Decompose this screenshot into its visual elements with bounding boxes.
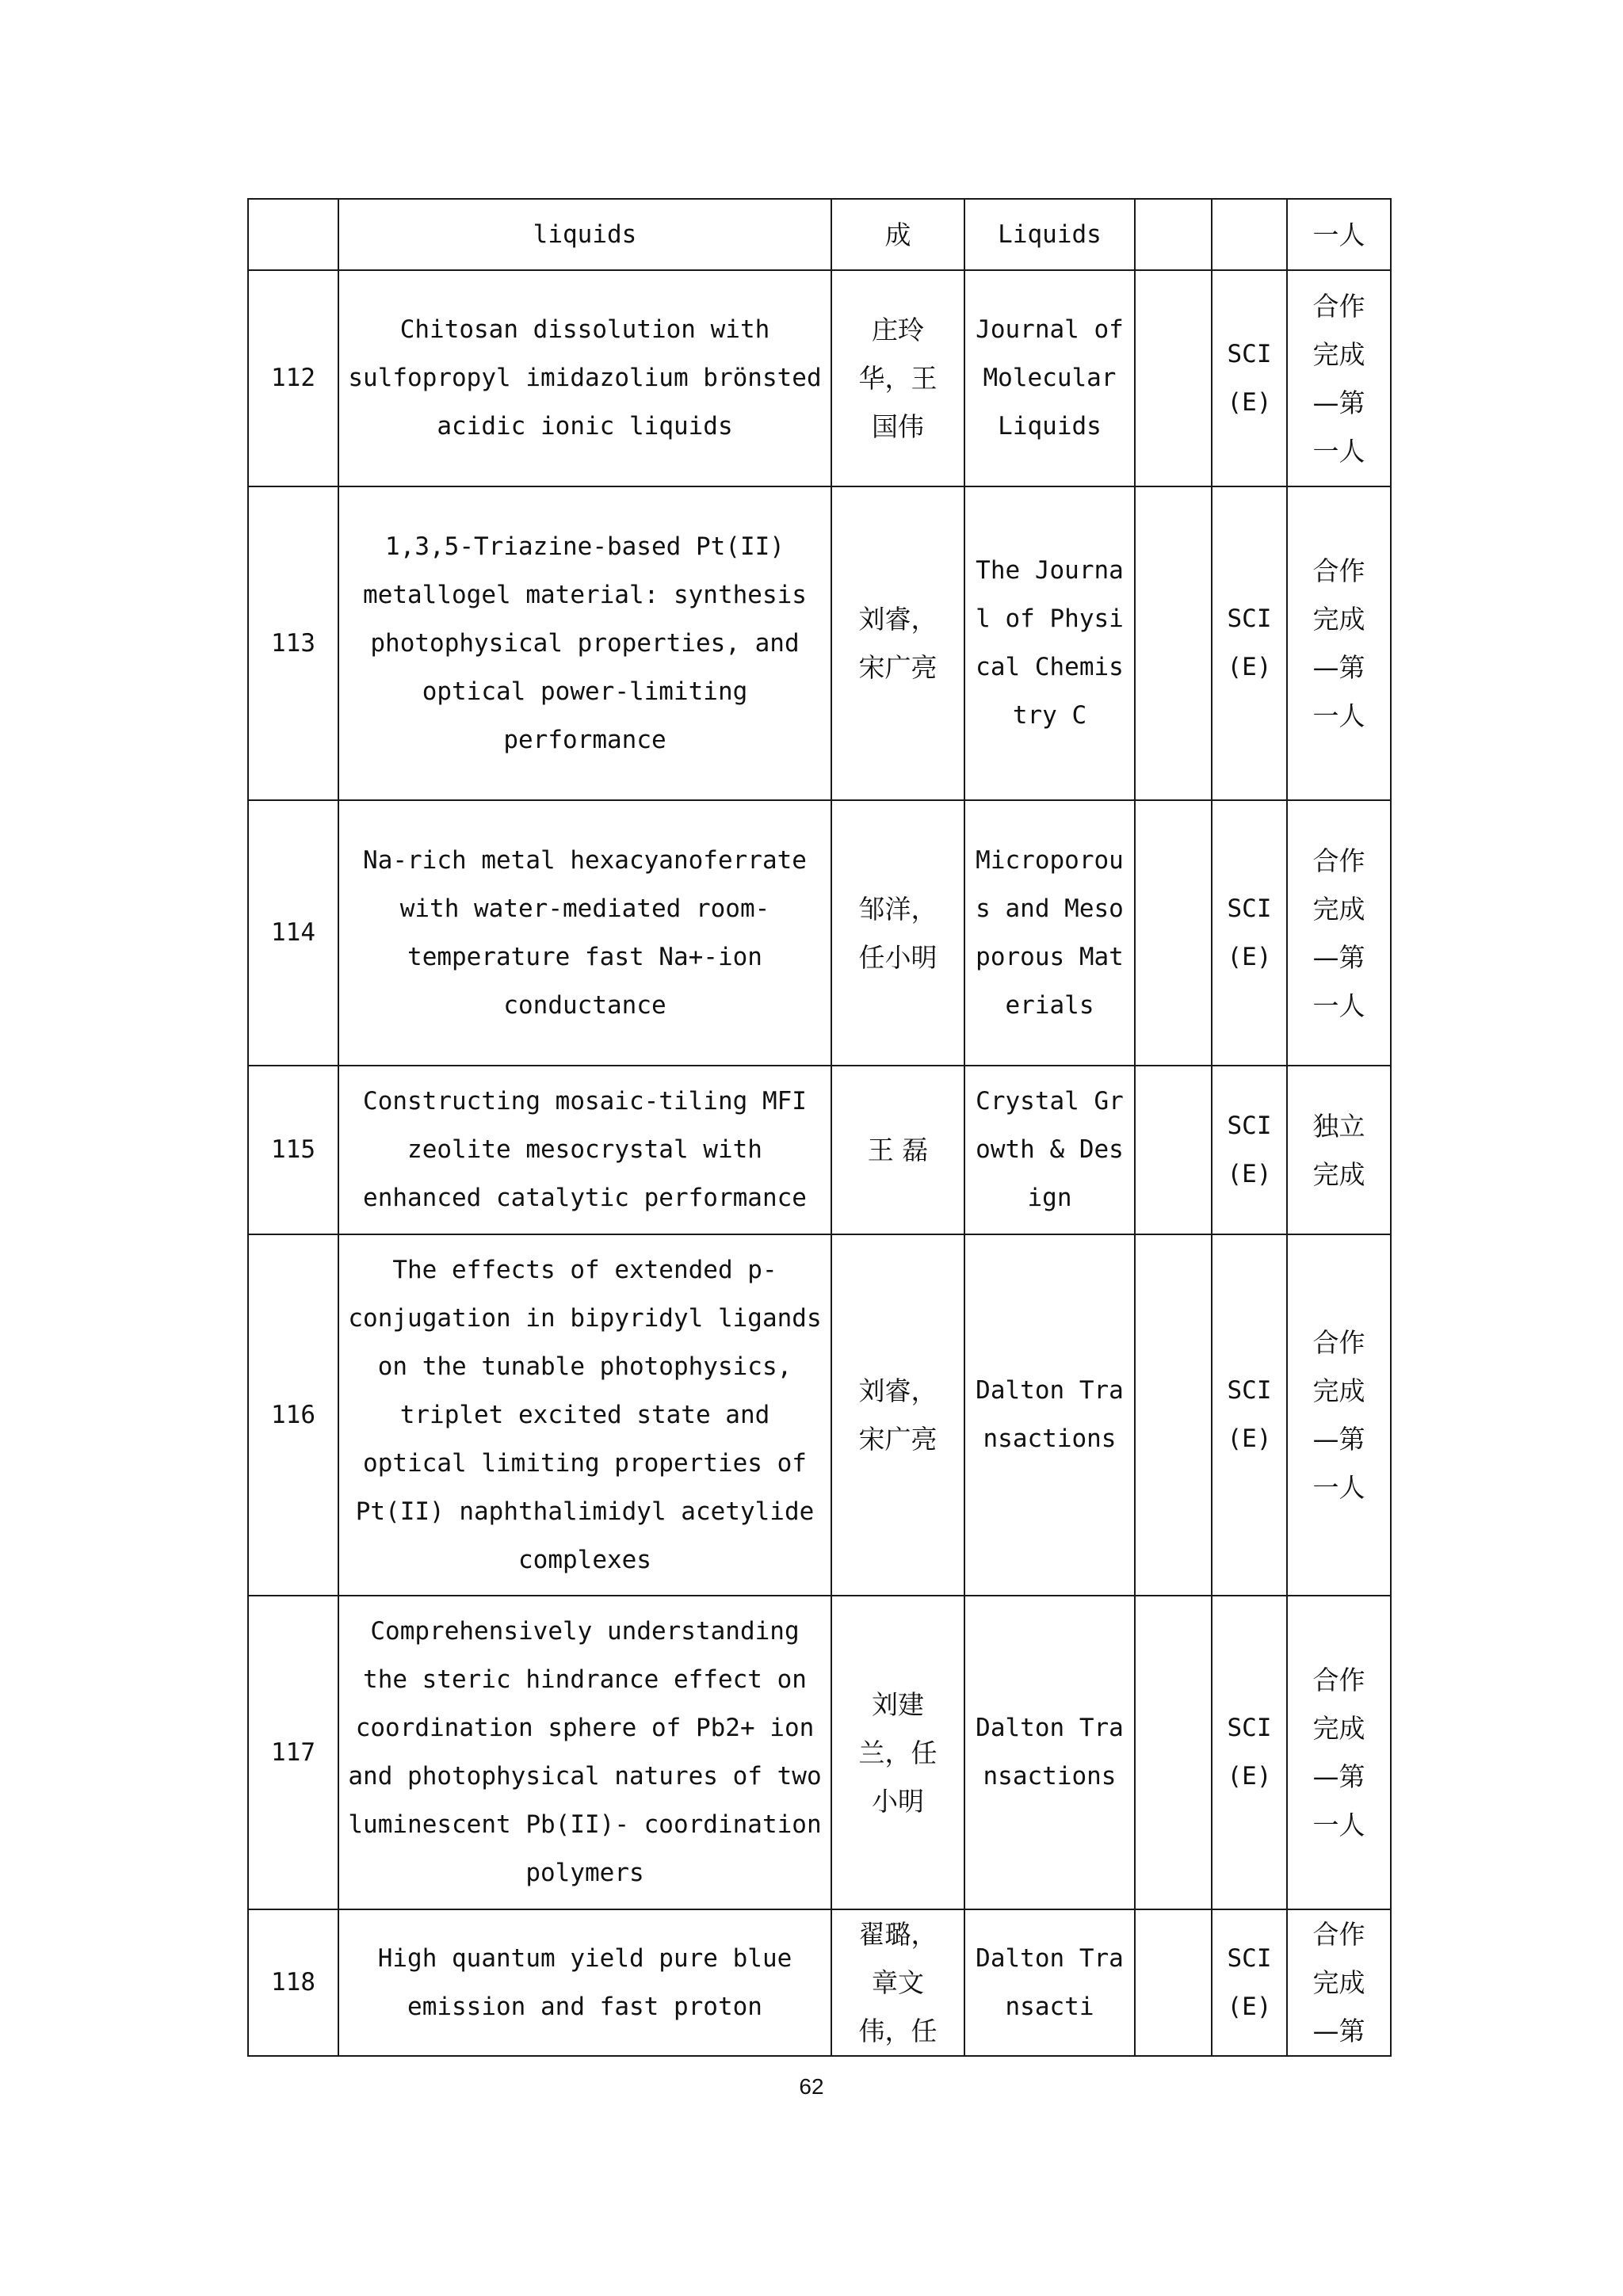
table-row bbox=[248, 486, 1391, 800]
authors: 邹洋，任小明 bbox=[831, 800, 964, 1066]
index-type: SCI (E) bbox=[1212, 1909, 1287, 2056]
extra-cell bbox=[1135, 486, 1212, 800]
role: 独立完成 bbox=[1287, 1066, 1391, 1234]
role: 合作完成—第一人 bbox=[1287, 1234, 1391, 1596]
row-index: 113 bbox=[248, 486, 338, 800]
index-type: SCI (E) bbox=[1212, 1066, 1287, 1234]
publications-table bbox=[247, 198, 1392, 2057]
journal: Dalton Transacti bbox=[964, 1909, 1135, 2056]
role: 合作完成—第 bbox=[1287, 1909, 1391, 2056]
row-index: 115 bbox=[248, 1066, 338, 1234]
paper-title: 1,3,5-Triazine-based Pt(II) metallogel material: synthesis photophysical properties, and optical power-limiting performance bbox=[338, 486, 831, 800]
row-index: 112 bbox=[248, 270, 338, 486]
paper-title: High quantum yield pure blue emission and fast proton bbox=[338, 1909, 831, 2056]
extra-cell bbox=[1135, 1909, 1212, 2056]
index-type: SCI (E) bbox=[1212, 1234, 1287, 1596]
authors: 庄玲华，王国伟 bbox=[831, 270, 964, 486]
row-index: 116 bbox=[248, 1234, 338, 1596]
authors: 翟璐，章文伟，任 bbox=[831, 1909, 964, 2056]
row-index bbox=[248, 199, 338, 270]
journal: The Journal of Physical Chemistry C bbox=[964, 486, 1135, 800]
authors: 刘睿，宋广亮 bbox=[831, 486, 964, 800]
index-type: SCI (E) bbox=[1212, 1596, 1287, 1909]
journal: Journal of Molecular Liquids bbox=[964, 270, 1135, 486]
journal: Dalton Transactions bbox=[964, 1234, 1135, 1596]
index-type: SCI (E) bbox=[1212, 486, 1287, 800]
row-index: 118 bbox=[248, 1909, 338, 2056]
extra-cell bbox=[1135, 199, 1212, 270]
role: 合作完成—第一人 bbox=[1287, 486, 1391, 800]
extra-cell bbox=[1135, 1596, 1212, 1909]
role: 一人 bbox=[1287, 199, 1391, 270]
extra-cell bbox=[1135, 800, 1212, 1066]
table-row bbox=[248, 1066, 1391, 1234]
row-index: 114 bbox=[248, 800, 338, 1066]
journal: Dalton Transactions bbox=[964, 1596, 1135, 1909]
role: 合作完成—第一人 bbox=[1287, 1596, 1391, 1909]
paper-title: Chitosan dissolution with sulfopropyl imidazolium brönsted acidic ionic liquids bbox=[338, 270, 831, 486]
table-row bbox=[248, 199, 1391, 270]
authors: 刘睿，宋广亮 bbox=[831, 1234, 964, 1596]
extra-cell bbox=[1135, 1066, 1212, 1234]
index-type: SCI (E) bbox=[1212, 270, 1287, 486]
extra-cell bbox=[1135, 1234, 1212, 1596]
journal: Liquids bbox=[964, 199, 1135, 270]
table-row bbox=[248, 1596, 1391, 1909]
authors: 刘建兰，任小明 bbox=[831, 1596, 964, 1909]
table-row bbox=[248, 1909, 1391, 2056]
index-type: SCI (E) bbox=[1212, 800, 1287, 1066]
paper-title: Comprehensively understanding the steric hindrance effect on coordination sphere of Pb2+ ion and photophysical natures of two luminescent Pb(II)- coordination polymers bbox=[338, 1596, 831, 1909]
table-row bbox=[248, 800, 1391, 1066]
paper-title: Na-rich metal hexacyanoferrate with water-mediated room-temperature fast Na+-ion conductance bbox=[338, 800, 831, 1066]
journal: Microporous and Mesoporous Materials bbox=[964, 800, 1135, 1066]
extra-cell bbox=[1135, 270, 1212, 486]
page-number: 62 bbox=[799, 2074, 824, 2099]
paper-title: Constructing mosaic-tiling MFI zeolite mesocrystal with enhanced catalytic performance bbox=[338, 1066, 831, 1234]
authors: 成 bbox=[831, 199, 964, 270]
paper-title: The effects of extended p-conjugation in bipyridyl ligands on the tunable photophysics, triplet excited state and optical limiting properties of Pt(II) naphthalimidyl acetylide complexes bbox=[338, 1234, 831, 1596]
role: 合作完成—第一人 bbox=[1287, 800, 1391, 1066]
table-row bbox=[248, 1234, 1391, 1596]
index-type bbox=[1212, 199, 1287, 270]
role: 合作完成—第一人 bbox=[1287, 270, 1391, 486]
paper-title: liquids bbox=[338, 199, 831, 270]
table-row bbox=[248, 270, 1391, 486]
row-index: 117 bbox=[248, 1596, 338, 1909]
authors: 王 磊 bbox=[831, 1066, 964, 1234]
journal: Crystal Growth & Design bbox=[964, 1066, 1135, 1234]
